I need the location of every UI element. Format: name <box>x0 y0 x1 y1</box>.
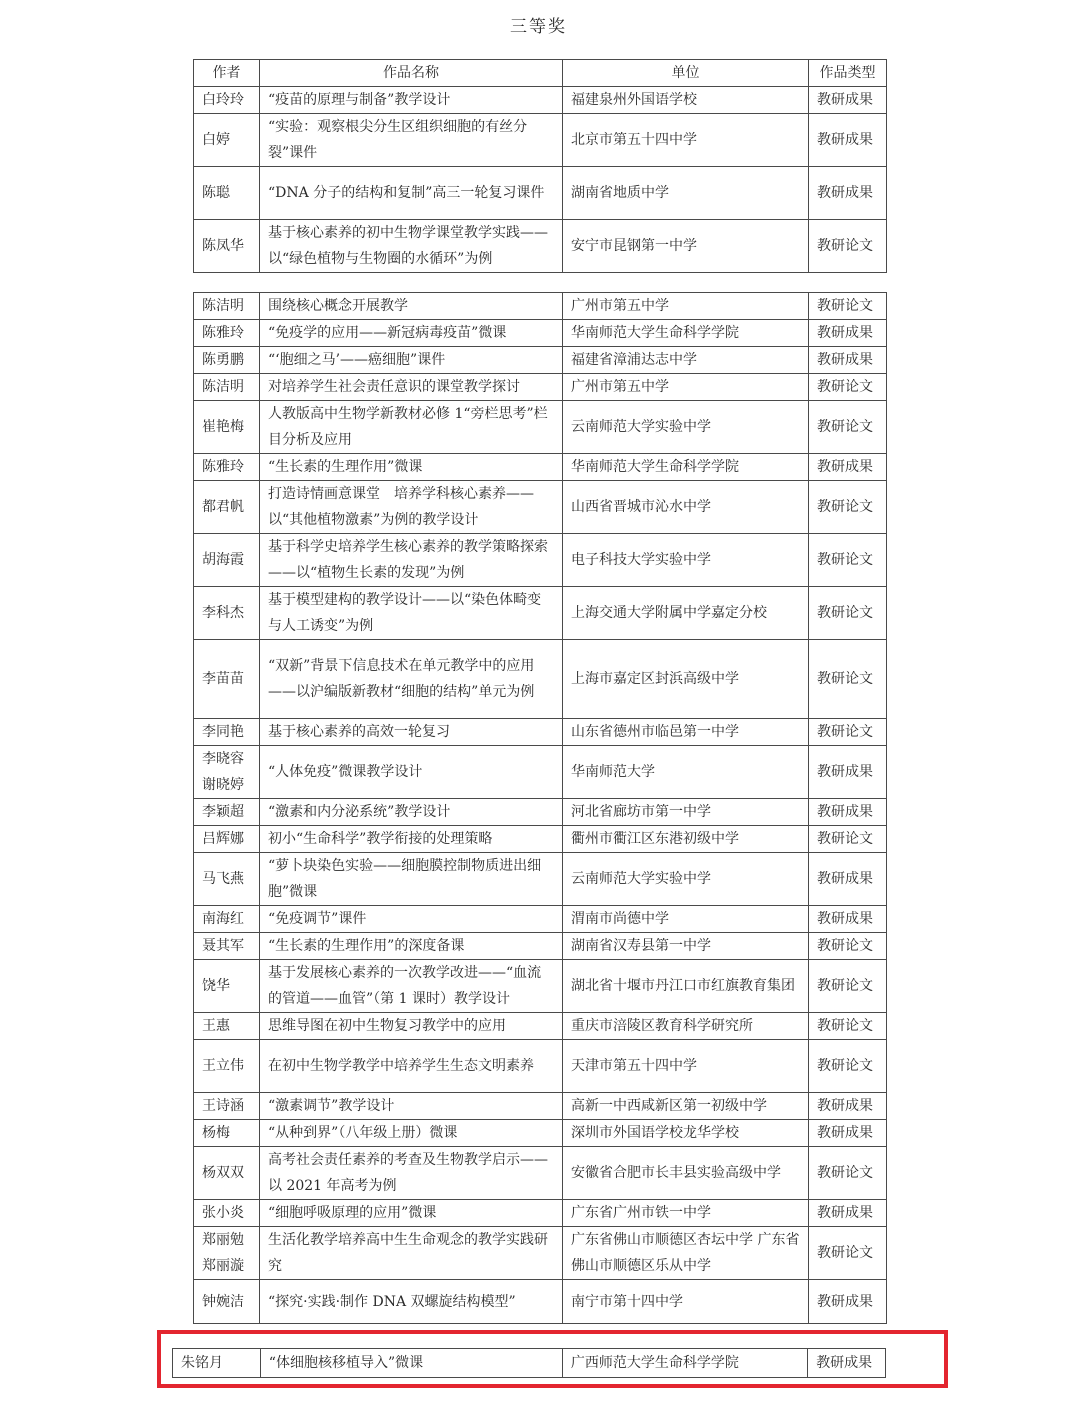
table-row <box>194 167 887 220</box>
table-row <box>194 1200 887 1227</box>
cell-type: 教研论文 <box>809 719 887 746</box>
cell-work: 基于科学史培养学生核心素养的教学策略探索——以“植物生长素的发现”为例 <box>260 534 563 587</box>
table-row <box>194 1013 887 1040</box>
cell-type: 教研论文 <box>809 826 887 853</box>
table-row <box>194 587 887 640</box>
awards-table-part-2 <box>193 292 887 1324</box>
cell-type: 教研论文 <box>809 1147 887 1200</box>
table-row <box>194 114 887 167</box>
cell-work: “DNA 分子的结构和复制”高三一轮复习课件 <box>260 167 563 220</box>
table-row <box>194 640 887 719</box>
cell-work: “疫苗的原理与制备”教学设计 <box>260 87 563 114</box>
cell-author: 郑丽勉 郑丽漩 <box>194 1227 260 1280</box>
cell-unit: 广西师范大学生命科学学院 <box>563 1349 808 1377</box>
cell-work: “人体免疫”微课教学设计 <box>260 746 563 799</box>
cell-type: 教研成果 <box>809 114 887 167</box>
cell-type: 教研论文 <box>809 374 887 401</box>
cell-type: 教研成果 <box>809 320 887 347</box>
cell-unit: 上海交通大学附属中学嘉定分校 <box>563 587 809 640</box>
cell-author: 崔艳梅 <box>194 401 260 454</box>
table-row <box>194 746 887 799</box>
cell-type: 教研成果 <box>809 906 887 933</box>
cell-unit: 电子科技大学实验中学 <box>563 534 809 587</box>
cell-author: 杨梅 <box>194 1120 260 1147</box>
cell-author: 王诗涵 <box>194 1093 260 1120</box>
table-row <box>194 220 887 273</box>
cell-unit: 云南师范大学实验中学 <box>563 853 809 906</box>
cell-unit: 华南师范大学生命科学学院 <box>563 454 809 481</box>
cell-author: 吕辉娜 <box>194 826 260 853</box>
cell-type: 教研论文 <box>809 534 887 587</box>
cell-author: 陈雅玲 <box>194 454 260 481</box>
cell-type: 教研论文 <box>809 1227 887 1280</box>
header-author: 作者 <box>194 60 260 87</box>
cell-author: 李同艳 <box>194 719 260 746</box>
cell-unit: 湖南省汉寿县第一中学 <box>563 933 809 960</box>
cell-unit: 广东省佛山市顺德区杏坛中学 广东省佛山市顺德区乐从中学 <box>563 1227 809 1280</box>
table-row <box>194 719 887 746</box>
cell-work: 人教版高中生物学新教材必修 1“旁栏思考”栏目分析及应用 <box>260 401 563 454</box>
cell-work: “体细胞核移植导入”微课 <box>261 1349 563 1377</box>
table-row <box>194 534 887 587</box>
cell-author: 李苗苗 <box>194 640 260 719</box>
cell-unit: 重庆市涪陵区教育科学研究所 <box>563 1013 809 1040</box>
cell-type: 教研论文 <box>809 587 887 640</box>
table-body-1 <box>194 87 887 273</box>
highlighted-table-row <box>172 1348 886 1378</box>
cell-author: 陈洁明 <box>194 374 260 401</box>
table-row <box>194 1093 887 1120</box>
cell-work: 对培养学生社会责任意识的课堂教学探讨 <box>260 374 563 401</box>
cell-work: 基于发展核心素养的一次教学改进——“血流的管道——血管”（第 1 课时）教学设计 <box>260 960 563 1013</box>
cell-author: 王惠 <box>194 1013 260 1040</box>
cell-unit: 衢州市衢江区东港初级中学 <box>563 826 809 853</box>
cell-unit: 安徽省合肥市长丰县实验高级中学 <box>563 1147 809 1200</box>
table-row <box>194 401 887 454</box>
cell-unit: 北京市第五十四中学 <box>563 114 809 167</box>
cell-work: “‘胞细之马’——癌细胞”课件 <box>260 347 563 374</box>
header-unit: 单位 <box>563 60 809 87</box>
table-row <box>194 1120 887 1147</box>
cell-type: 教研成果 <box>809 167 887 220</box>
table-row <box>194 87 887 114</box>
cell-unit: 广州市第五中学 <box>563 293 809 320</box>
cell-unit: 山西省晋城市沁水中学 <box>563 481 809 534</box>
table-row <box>194 906 887 933</box>
cell-unit: 福建省漳浦达志中学 <box>563 347 809 374</box>
cell-work: 初小“生命科学”教学衔接的处理策略 <box>260 826 563 853</box>
cell-type: 教研论文 <box>809 1013 887 1040</box>
cell-work: “萝卜块染色实验——细胞膜控制物质进出细胞”微课 <box>260 853 563 906</box>
cell-author: 胡海霞 <box>194 534 260 587</box>
cell-author: 杨双双 <box>194 1147 260 1200</box>
cell-type: 教研论文 <box>809 1040 887 1093</box>
cell-unit: 渭南市尚德中学 <box>563 906 809 933</box>
table-row <box>194 799 887 826</box>
cell-type: 教研成果 <box>809 1120 887 1147</box>
table-row <box>194 454 887 481</box>
cell-work: “生长素的生理作用”微课 <box>260 454 563 481</box>
awards-table-part-1 <box>193 59 887 273</box>
cell-author: 李晓容 谢晓婷 <box>194 746 260 799</box>
table-row <box>194 374 887 401</box>
cell-unit: 广东省广州市铁一中学 <box>563 1200 809 1227</box>
cell-type: 教研论文 <box>809 933 887 960</box>
table-row <box>194 481 887 534</box>
cell-work: 基于核心素养的高效一轮复习 <box>260 719 563 746</box>
table-row <box>194 1227 887 1280</box>
cell-work: “激素调节”教学设计 <box>260 1093 563 1120</box>
cell-work: 高考社会责任素养的考查及生物教学启示——以 2021 年高考为例 <box>260 1147 563 1200</box>
cell-type: 教研论文 <box>809 401 887 454</box>
cell-type: 教研论文 <box>809 220 887 273</box>
cell-unit: 安宁市昆钢第一中学 <box>563 220 809 273</box>
cell-unit: 云南师范大学实验中学 <box>563 401 809 454</box>
table-row <box>194 347 887 374</box>
cell-type: 教研论文 <box>809 481 887 534</box>
table-row <box>194 1280 887 1324</box>
cell-unit: 福建泉州外国语学校 <box>563 87 809 114</box>
header-type: 作品类型 <box>809 60 887 87</box>
cell-type: 教研成果 <box>809 454 887 481</box>
cell-type: 教研成果 <box>809 347 887 374</box>
cell-unit: 上海市嘉定区封浜高级中学 <box>563 640 809 719</box>
cell-type: 教研成果 <box>809 746 887 799</box>
cell-author: 钟婉洁 <box>194 1280 260 1324</box>
table-row <box>194 853 887 906</box>
table-body-2 <box>194 293 887 1324</box>
cell-author: 陈凤华 <box>194 220 260 273</box>
cell-work: “免疫学的应用——新冠病毒疫苗”微课 <box>260 320 563 347</box>
table-row <box>194 1147 887 1200</box>
cell-work: “双新”背景下信息技术在单元教学中的应用——以沪编版新教材“细胞的结构”单元为例 <box>260 640 563 719</box>
cell-work: “细胞呼吸原理的应用”微课 <box>260 1200 563 1227</box>
cell-work: “实验：观察根尖分生区组织细胞的有丝分裂”课件 <box>260 114 563 167</box>
cell-unit: 华南师范大学生命科学学院 <box>563 320 809 347</box>
cell-author: 张小炎 <box>194 1200 260 1227</box>
cell-author: 饶华 <box>194 960 260 1013</box>
cell-author: 李科杰 <box>194 587 260 640</box>
cell-author: 白婷 <box>194 114 260 167</box>
cell-unit: 南宁市第十四中学 <box>563 1280 809 1324</box>
table-row <box>194 1040 887 1093</box>
cell-work: “生长素的生理作用”的深度备课 <box>260 933 563 960</box>
cell-type: 教研成果 <box>809 799 887 826</box>
cell-type: 教研成果 <box>809 87 887 114</box>
cell-work: “探究·实践·制作 DNA 双螺旋结构模型” <box>260 1280 563 1324</box>
cell-author: 李颖超 <box>194 799 260 826</box>
cell-type: 教研成果 <box>816 1355 873 1371</box>
cell-author: 陈聪 <box>194 167 260 220</box>
cell-type: 教研论文 <box>809 960 887 1013</box>
cell-author: 聂其军 <box>194 933 260 960</box>
cell-unit: 深圳市外国语学校龙华学校 <box>563 1120 809 1147</box>
cell-work: “从种到界”（八年级上册）微课 <box>260 1120 563 1147</box>
cell-work: “免疫调节”课件 <box>260 906 563 933</box>
cell-author: 陈洁明 <box>194 293 260 320</box>
cell-type: 教研成果 <box>809 853 887 906</box>
cell-unit: 湖南省地质中学 <box>563 167 809 220</box>
cell-type: 教研成果 <box>809 1280 887 1324</box>
table-row <box>194 320 887 347</box>
table-row <box>194 293 887 320</box>
cell-unit: 广州市第五中学 <box>563 374 809 401</box>
cell-author: 陈雅玲 <box>194 320 260 347</box>
cell-work: “激素和内分泌系统”教学设计 <box>260 799 563 826</box>
cell-work: 基于模型建构的教学设计——以“染色体畸变与人工诱变”为例 <box>260 587 563 640</box>
cell-author: 白玲玲 <box>194 87 260 114</box>
cell-author: 南海红 <box>194 906 260 933</box>
cell-unit: 高新一中西咸新区第一初级中学 <box>563 1093 809 1120</box>
cell-unit: 湖北省十堰市丹江口市红旗教育集团 <box>563 960 809 1013</box>
cell-author: 王立伟 <box>194 1040 260 1093</box>
cell-work: 围绕核心概念开展教学 <box>260 293 563 320</box>
cell-unit: 山东省德州市临邑第一中学 <box>563 719 809 746</box>
cell-work: 在初中生物学教学中培养学生生态文明素养 <box>260 1040 563 1093</box>
cell-author: 陈勇鹏 <box>194 347 260 374</box>
cell-type: 教研成果 <box>809 1093 887 1120</box>
table-row <box>194 960 887 1013</box>
cell-author: 马飞燕 <box>194 853 260 906</box>
cell-unit: 华南师范大学 <box>563 746 809 799</box>
cell-work: 思维导图在初中生物复习教学中的应用 <box>260 1013 563 1040</box>
table-row <box>194 933 887 960</box>
cell-author: 朱铭月 <box>173 1349 261 1377</box>
cell-work: 基于核心素养的初中生物学课堂教学实践——以“绿色植物与生物圈的水循环”为例 <box>260 220 563 273</box>
cell-type: 教研成果 <box>809 1200 887 1227</box>
table-row <box>194 826 887 853</box>
cell-author: 都君帆 <box>194 481 260 534</box>
cell-unit: 天津市第五十四中学 <box>563 1040 809 1093</box>
cell-unit: 河北省廊坊市第一中学 <box>563 799 809 826</box>
header-work: 作品名称 <box>260 60 563 87</box>
cell-type: 教研论文 <box>809 640 887 719</box>
cell-work: 打造诗情画意课堂 培养学科核心素养——以“其他植物激素”为例的教学设计 <box>260 481 563 534</box>
section-title: 三等奖 <box>510 17 567 37</box>
cell-work: 生活化教学培养高中生生命观念的教学实践研究 <box>260 1227 563 1280</box>
cell-type: 教研论文 <box>809 293 887 320</box>
